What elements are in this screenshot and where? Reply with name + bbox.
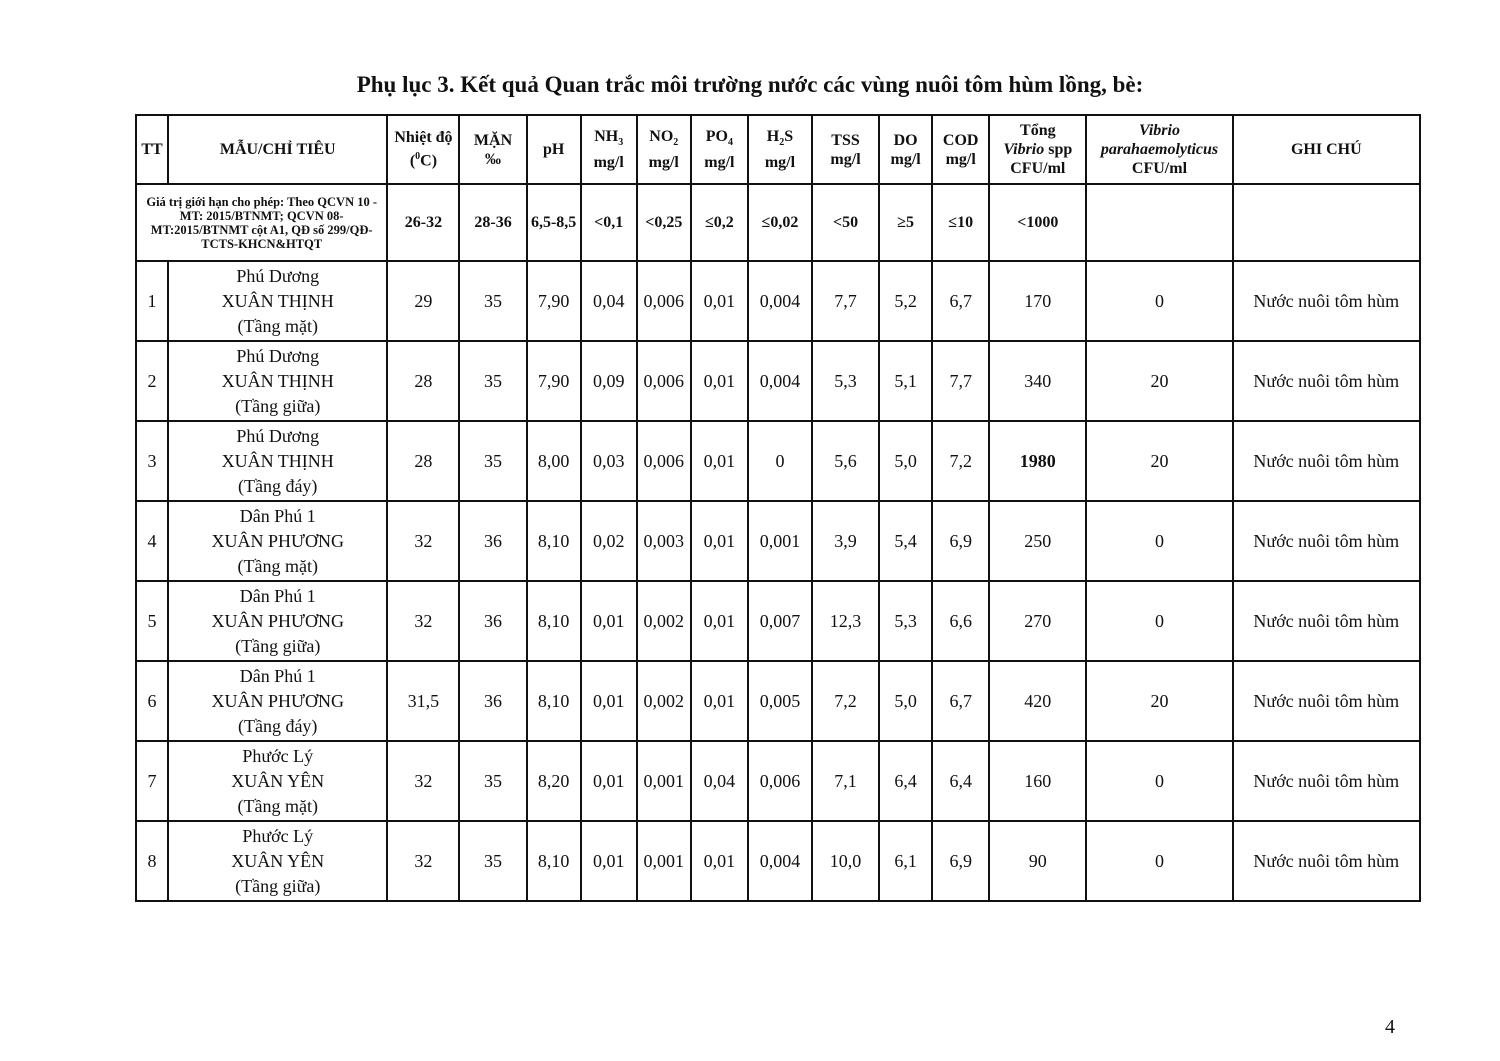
row-po4: 0,01 — [691, 581, 748, 661]
row-h2s: 0,004 — [748, 341, 812, 421]
row-tt: 2 — [136, 341, 168, 421]
row-nh3: 0,02 — [581, 501, 637, 581]
row-h2s: 0,005 — [748, 661, 812, 741]
row-ph: 8,10 — [527, 501, 581, 581]
row-vibrio: 340 — [989, 341, 1086, 421]
row-do: 5,0 — [879, 421, 932, 501]
row-vp: 0 — [1086, 261, 1232, 341]
row-sample — [168, 821, 387, 901]
row-nhietdo: 32 — [387, 741, 459, 821]
row-man: 35 — [459, 821, 526, 901]
limits-row — [136, 184, 1420, 261]
limit-ph: 6,5-8,5 — [527, 184, 581, 261]
row-tss: 7,2 — [812, 661, 879, 741]
row-h2s: 0,004 — [748, 821, 812, 901]
header-no2: $NO_2$ mg/l — [637, 115, 691, 184]
row-cod: 7,2 — [932, 421, 989, 501]
header-notes: GHI CHÚ — [1233, 115, 1420, 184]
limit-salinity: 28-36 — [459, 184, 526, 261]
table-row — [136, 821, 1420, 901]
row-tt: 6 — [136, 661, 168, 741]
sample-loc: Phú Dương — [236, 425, 320, 446]
header-po4: $PO_4$ mg/l — [691, 115, 748, 184]
row-po4: 0,01 — [691, 341, 748, 421]
row-vibrio: 170 — [989, 261, 1086, 341]
row-tss: 3,9 — [812, 501, 879, 581]
row-vp: 0 — [1086, 741, 1232, 821]
row-vp: 0 — [1086, 821, 1232, 901]
limit-notes — [1233, 184, 1420, 261]
limit-do: ≥5 — [879, 184, 932, 261]
sample-loc: Phú Dương — [236, 345, 320, 366]
row-tt: 4 — [136, 501, 168, 581]
sample-area: XUÂN THỊNH — [221, 370, 334, 391]
row-h2s: 0,007 — [748, 581, 812, 661]
header-cod: COD mg/l — [932, 115, 989, 184]
row-tt: 3 — [136, 421, 168, 501]
sample-layer: (Tầng mặt) — [237, 555, 318, 576]
row-cod: 6,4 — [932, 741, 989, 821]
sample-layer: (Tầng đáy) — [237, 715, 318, 736]
table-row — [136, 661, 1420, 741]
row-vibrio: 160 — [989, 741, 1086, 821]
row-note: Nước nuôi tôm hùm — [1233, 581, 1420, 661]
row-note: Nước nuôi tôm hùm — [1233, 341, 1420, 421]
row-nhietdo: 28 — [387, 341, 459, 421]
sample-area: XUÂN YÊN — [231, 770, 325, 791]
sample-area: XUÂN PHƯƠNG — [211, 530, 344, 551]
row-nh3: 0,01 — [581, 741, 637, 821]
row-ph: 8,20 — [527, 741, 581, 821]
row-note: Nước nuôi tôm hùm — [1233, 741, 1420, 821]
row-nh3: 0,09 — [581, 341, 637, 421]
row-do: 5,0 — [879, 661, 932, 741]
row-ph: 7,90 — [527, 261, 581, 341]
row-no2: 0,002 — [637, 581, 691, 661]
row-cod: 7,7 — [932, 341, 989, 421]
row-tss: 5,6 — [812, 421, 879, 501]
table-row — [136, 741, 1420, 821]
sample-loc: Phước Lý — [242, 745, 314, 766]
sample-layer: (Tầng mặt) — [237, 795, 318, 816]
row-tt: 1 — [136, 261, 168, 341]
row-no2: 0,006 — [637, 421, 691, 501]
row-no2: 0,002 — [637, 661, 691, 741]
row-man: 36 — [459, 661, 526, 741]
header-total-vibrio: Tổng Vibrio spp CFU/ml — [989, 115, 1086, 184]
row-h2s: 0,001 — [748, 501, 812, 581]
row-vp: 0 — [1086, 581, 1232, 661]
limit-tss: <50 — [812, 184, 879, 261]
row-tss: 7,7 — [812, 261, 879, 341]
row-note: Nước nuôi tôm hùm — [1233, 421, 1420, 501]
sample-layer: (Tầng giữa) — [235, 395, 321, 416]
row-nh3: 0,01 — [581, 661, 637, 741]
row-vibrio: 250 — [989, 501, 1086, 581]
sample-loc: Dân Phú 1 — [239, 585, 316, 606]
sample-loc: Phước Lý — [242, 825, 314, 846]
row-sample — [168, 741, 387, 821]
row-sample — [168, 661, 387, 741]
limits-label: Giá trị giới hạn cho phép: Theo QCVN 10 - MT: 2015/BTNMT; QCVN 08-MT:2015/BTNMT cột A1, QĐ số 299/QĐ-TCTS-KHCN&HTQT — [136, 184, 387, 261]
header-tss: TSS mg/l — [812, 115, 879, 184]
row-nh3: 0,01 — [581, 581, 637, 661]
header-h2s: $H_2S$ mg/l — [748, 115, 812, 184]
limit-no2: <0,25 — [637, 184, 691, 261]
header-nh3: $NH_3$ mg/l — [581, 115, 637, 184]
row-h2s: 0,006 — [748, 741, 812, 821]
row-ph: 8,10 — [527, 581, 581, 661]
row-ph: 7,90 — [527, 341, 581, 421]
row-nhietdo: 29 — [387, 261, 459, 341]
sample-layer: (Tầng mặt) — [237, 315, 318, 336]
row-nhietdo: 32 — [387, 821, 459, 901]
row-cod: 6,7 — [932, 261, 989, 341]
limit-cod: ≤10 — [932, 184, 989, 261]
row-do: 5,3 — [879, 581, 932, 661]
sample-loc: Dân Phú 1 — [239, 665, 316, 686]
limit-nh3: <0,1 — [581, 184, 637, 261]
limit-temperature: 26-32 — [387, 184, 459, 261]
row-nh3: 0,04 — [581, 261, 637, 341]
row-sample — [168, 341, 387, 421]
row-ph: 8,10 — [527, 661, 581, 741]
row-nhietdo: 31,5 — [387, 661, 459, 741]
table-row — [136, 341, 1420, 421]
row-man: 36 — [459, 501, 526, 581]
row-do: 6,1 — [879, 821, 932, 901]
row-sample — [168, 261, 387, 341]
row-no2: 0,006 — [637, 261, 691, 341]
row-po4: 0,01 — [691, 261, 748, 341]
row-vp: 20 — [1086, 421, 1232, 501]
row-vp: 0 — [1086, 501, 1232, 581]
sample-area: XUÂN PHƯƠNG — [211, 610, 344, 631]
header-salinity: MẶN ‰ — [459, 115, 526, 184]
row-man: 36 — [459, 581, 526, 661]
row-tt: 8 — [136, 821, 168, 901]
sample-loc: Phú Dương — [236, 265, 320, 286]
row-vibrio: 270 — [989, 581, 1086, 661]
header-row — [136, 115, 1420, 184]
row-ph: 8,10 — [527, 821, 581, 901]
row-nh3: 0,03 — [581, 421, 637, 501]
table-row — [136, 501, 1420, 581]
sample-layer: (Tầng giữa) — [235, 875, 321, 896]
row-nhietdo: 28 — [387, 421, 459, 501]
sample-area: XUÂN YÊN — [231, 850, 325, 871]
header-sample: MẪU/CHỈ TIÊU — [168, 115, 387, 184]
limit-po4: ≤0,2 — [691, 184, 748, 261]
row-man: 35 — [459, 341, 526, 421]
row-vibrio: 420 — [989, 661, 1086, 741]
table-row — [136, 581, 1420, 661]
row-vibrio: 90 — [989, 821, 1086, 901]
row-do: 6,4 — [879, 741, 932, 821]
row-no2: 0,006 — [637, 341, 691, 421]
row-po4: 0,01 — [691, 501, 748, 581]
row-h2s: 0 — [748, 421, 812, 501]
row-man: 35 — [459, 421, 526, 501]
row-cod: 6,6 — [932, 581, 989, 661]
row-tss: 5,3 — [812, 341, 879, 421]
row-cod: 6,9 — [932, 501, 989, 581]
sample-area: XUÂN PHƯƠNG — [211, 690, 344, 711]
sample-layer: (Tầng giữa) — [235, 635, 321, 656]
row-no2: 0,001 — [637, 741, 691, 821]
row-nhietdo: 32 — [387, 501, 459, 581]
row-do: 5,1 — [879, 341, 932, 421]
sample-loc: Dân Phú 1 — [239, 505, 316, 526]
row-cod: 6,7 — [932, 661, 989, 741]
row-cod: 6,9 — [932, 821, 989, 901]
row-po4: 0,01 — [691, 421, 748, 501]
table-row — [136, 421, 1420, 501]
results-table — [135, 114, 1421, 902]
row-nhietdo: 32 — [387, 581, 459, 661]
row-tss: 10,0 — [812, 821, 879, 901]
row-note: Nước nuôi tôm hùm — [1233, 501, 1420, 581]
limit-h2s: ≤0,02 — [748, 184, 812, 261]
sample-area: XUÂN THỊNH — [221, 290, 334, 311]
row-ph: 8,00 — [527, 421, 581, 501]
limit-vp — [1086, 184, 1232, 261]
row-tt: 7 — [136, 741, 168, 821]
row-man: 35 — [459, 261, 526, 341]
header-tt: TT — [136, 115, 168, 184]
sample-area: XUÂN THỊNH — [221, 450, 334, 471]
row-vp: 20 — [1086, 661, 1232, 741]
row-po4: 0,04 — [691, 741, 748, 821]
row-h2s: 0,004 — [748, 261, 812, 341]
header-ph: pH — [527, 115, 581, 184]
row-sample — [168, 581, 387, 661]
page-number: 4 — [1385, 1016, 1395, 1038]
header-do: DO mg/l — [879, 115, 932, 184]
table-row — [136, 261, 1420, 341]
row-sample — [168, 501, 387, 581]
row-no2: 0,001 — [637, 821, 691, 901]
row-tss: 7,1 — [812, 741, 879, 821]
row-do: 5,4 — [879, 501, 932, 581]
page-title: Phụ lục 3. Kết quả Quan trắc môi trường nước các vùng nuôi tôm hùm lồng, bè: — [356, 72, 1144, 97]
row-do: 5,2 — [879, 261, 932, 341]
row-vp: 20 — [1086, 341, 1232, 421]
header-vibrio-parahaemolyticus: Vibrio parahaemolyticus CFU/ml — [1086, 115, 1232, 184]
header-temperature: Nhiệt độ ($^0$C) — [387, 115, 459, 184]
row-nh3: 0,01 — [581, 821, 637, 901]
row-note: Nước nuôi tôm hùm — [1233, 821, 1420, 901]
row-no2: 0,003 — [637, 501, 691, 581]
sample-layer: (Tầng đáy) — [237, 475, 318, 496]
row-note: Nước nuôi tôm hùm — [1233, 261, 1420, 341]
row-man: 35 — [459, 741, 526, 821]
row-po4: 0,01 — [691, 821, 748, 901]
row-note: Nước nuôi tôm hùm — [1233, 661, 1420, 741]
row-tss: 12,3 — [812, 581, 879, 661]
limit-vibrio: <1000 — [989, 184, 1086, 261]
row-po4: 0,01 — [691, 661, 748, 741]
row-tt: 5 — [136, 581, 168, 661]
row-sample — [168, 421, 387, 501]
row-vibrio: 1980 — [989, 421, 1086, 501]
